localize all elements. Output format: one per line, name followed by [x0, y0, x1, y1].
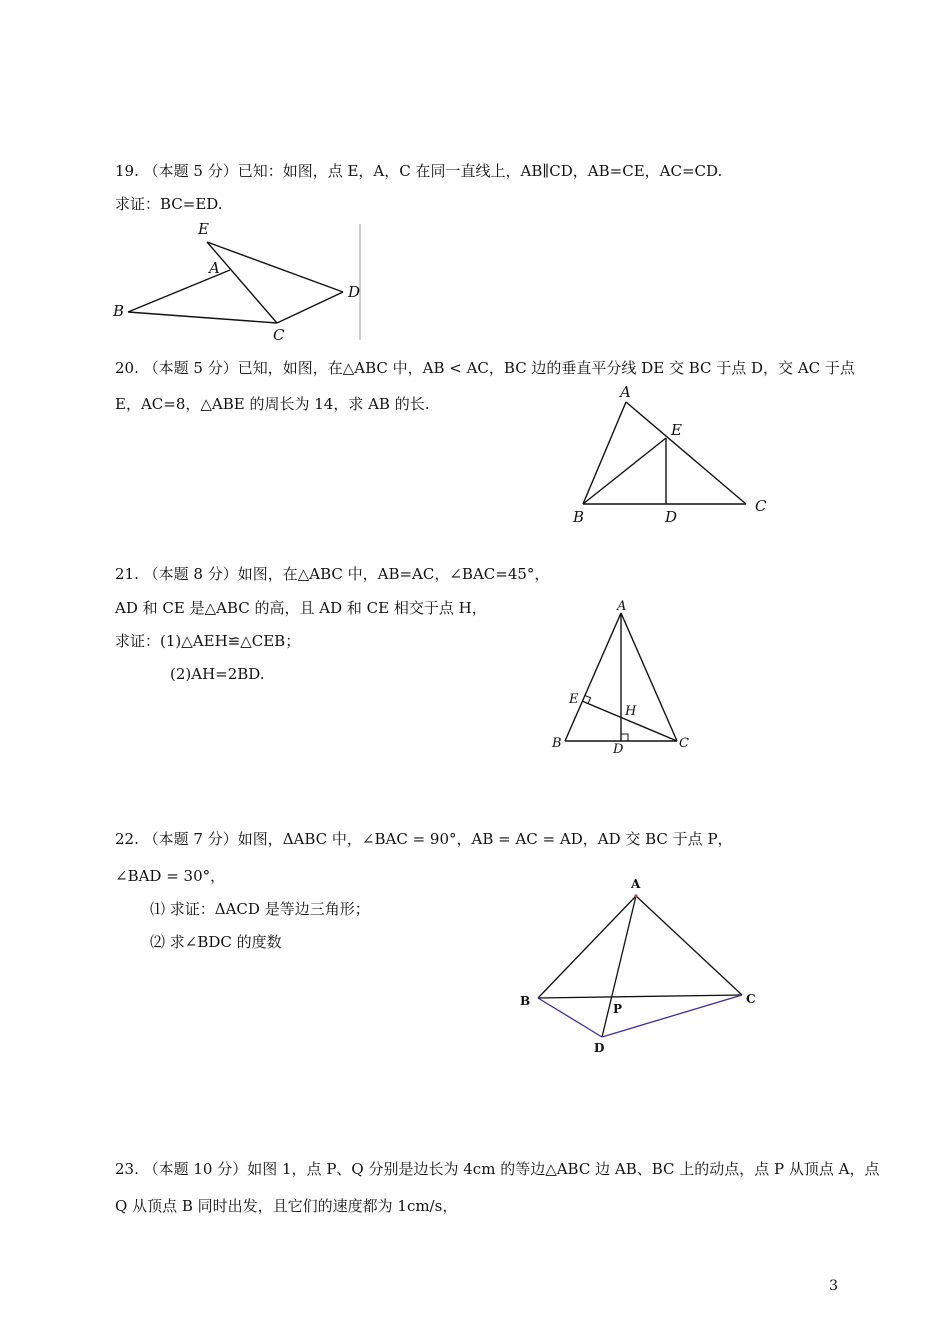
q21-line2: AD 和 CE 是△ABC 的高，且 AD 和 CE 相交于点 H， [115, 599, 487, 617]
q20-label-a: A [620, 383, 631, 401]
q20-label-e: E [671, 421, 682, 439]
q22-label-b: B [520, 994, 531, 1008]
q22-label-a: A [631, 877, 641, 891]
q19-label-e: E [198, 220, 209, 238]
q21-label-b: B [552, 736, 562, 751]
page-number: 3 [829, 1278, 838, 1294]
q19-label-a: A [209, 259, 220, 277]
q22-label-p: P [613, 1002, 623, 1016]
q21-line1: 21. （本题 8 分）如图，在△ABC 中，AB=AC，∠BAC=45°， [115, 565, 550, 583]
q20-label-c: C [755, 497, 767, 515]
q21-label-e: E [569, 692, 579, 707]
q21-label-a: A [617, 599, 627, 614]
q19-line2: 求证：BC=ED. [115, 195, 223, 213]
q22-line1: 22. （本题 7 分）如图，ΔABC 中，∠BAC = 90°，AB = AC = AD，AD 交 BC 于点 P， [115, 830, 733, 848]
q23-line1: 23. （本题 10 分）如图 1，点 P、Q 分别是边长为 4cm 的等边△ABC 边 AB、BC 上的动点，点 P 从顶点 A，点 [115, 1160, 880, 1178]
q21-line3: 求证：(1)△AEH≌△CEB； [115, 632, 301, 650]
q22-line4: ⑵ 求∠BDC 的度数 [150, 933, 282, 951]
q19-figure [105, 220, 375, 345]
q19-label-b: B [113, 302, 125, 320]
q21-label-c: C [679, 736, 689, 751]
q21-label-d: D [613, 742, 624, 757]
q23-line2: Q 从顶点 B 同时出发，且它们的速度都为 1cm/s， [115, 1197, 458, 1215]
q22-line2: ∠BAD = 30°， [115, 867, 226, 885]
q21-line4: (2)AH=2BD. [170, 665, 265, 683]
q19-label-c: C [273, 326, 285, 344]
q21-label-h: H [625, 704, 637, 719]
q21-figure [545, 595, 705, 760]
q20-label-b: B [573, 508, 585, 526]
q22-label-c: C [746, 992, 756, 1006]
q22-figure [510, 870, 770, 1060]
q20-label-d: D [665, 508, 678, 526]
q20-figure [565, 378, 775, 528]
q22-line3: ⑴ 求证：ΔACD 是等边三角形； [150, 900, 370, 918]
q22-label-d: D [594, 1041, 605, 1055]
q19-label-d: D [348, 283, 361, 301]
q20-line2: E，AC=8，△ABE 的周长为 14，求 AB 的长. [115, 395, 430, 413]
q20-line1: 20. （本题 5 分）已知，如图，在△ABC 中，AB < AC，BC 边的垂直平分线 DE 交 BC 于点 D，交 AC 于点 [115, 359, 855, 377]
q19-line1: 19. （本题 5 分）已知：如图，点 E，A，C 在同一直线上，AB∥CD，AB=CE，AC=CD. [115, 162, 723, 180]
